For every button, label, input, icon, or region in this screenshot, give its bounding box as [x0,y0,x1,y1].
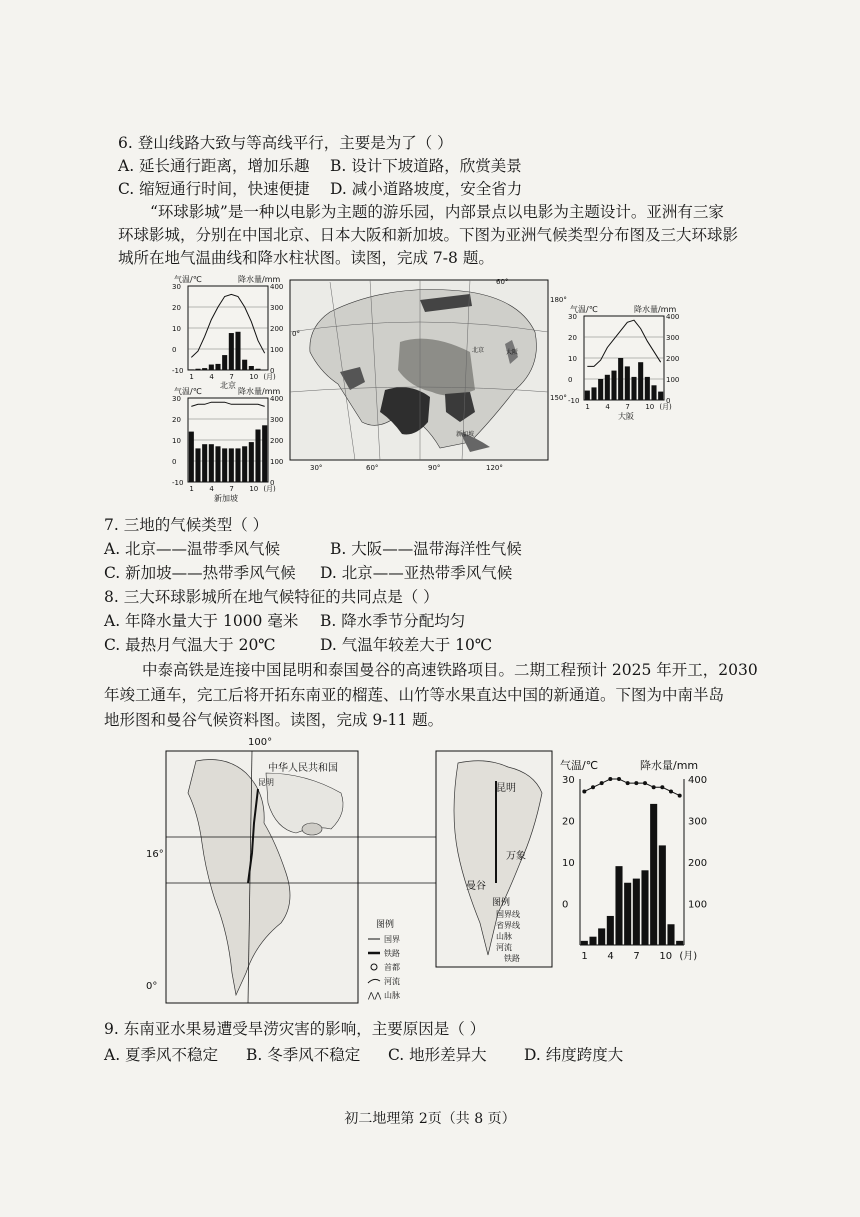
bangkok-precip-tick: 200 [688,858,708,869]
map2-bangkok: 曼谷 [466,881,486,892]
sg-precip-bar [189,432,194,482]
bangkok-precip-bar [676,941,683,945]
bangkok-temp-point [669,789,673,793]
beijing-climate-chart [172,274,283,390]
q7-option-c[interactable]: C. 新加坡——热带季风气候 [104,564,296,582]
beijing-precip-label: 降水量/mm [238,275,281,284]
sg-precip-bar [209,444,214,482]
intro1-line3: 城所在地气温曲线和降水柱状图。读图，完成 7-8 题。 [118,249,494,267]
bangkok-temp-tick: 20 [562,816,575,828]
bangkok-temp-point [582,789,586,793]
month-tick: (月) [659,403,672,411]
q6-option-c[interactable]: C. 缩短通行时间，快速便捷 [118,180,310,198]
os-precip-bar [631,377,636,400]
bangkok-temp-point [617,777,621,781]
map1-lat-0: 0° [146,981,158,992]
os-precip-bar [605,375,610,400]
bj-precip-bar [235,332,240,370]
q6-option-a[interactable]: A. 延长通行距离，增加乐趣 [118,157,310,175]
temp-tick: -10 [172,479,184,487]
month-tick: 7 [229,485,234,493]
map-lon-120: 120° [486,464,503,472]
bj-precip-bar [209,365,214,370]
temp-tick: 30 [568,313,577,321]
precip-tick: 100 [666,376,680,384]
intro2-line3: 地形图和曼谷气候资料图。读图，完成 9-11 题。 [104,711,444,729]
map-label-beijing: 北京 [472,347,485,354]
singapore-precip-label: 降水量/mm [238,387,281,396]
indochina-figure [136,733,716,1013]
map-lat-0: 0° [292,330,300,338]
os-precip-bar [585,391,590,400]
bangkok-temp-point [626,781,630,785]
bangkok-precip-bar [624,883,631,945]
q7-stem: 7. 三地的气候类型（ ） [104,516,269,534]
month-tick: 4 [605,403,610,411]
q8-option-b[interactable]: B. 降水季节分配均匀 [320,612,466,630]
bangkok-precip-tick: 400 [688,775,708,786]
sg-precip-bar [229,448,234,482]
temp-tick: -10 [568,397,580,405]
precip-tick: 300 [270,304,284,312]
precip-tick: 100 [270,458,284,466]
svg-text:图例: 图例 [492,898,511,908]
q9-option-b[interactable]: B. 冬季风不稳定 [246,1046,361,1064]
map-lat-180: 180° [550,296,567,304]
svg-text:省界线: 省界线 [496,921,520,930]
month-tick: 7 [229,373,234,381]
q7-option-b[interactable]: B. 大阪——温带海洋性气候 [330,540,522,558]
beijing-temp-label: 气温/℃ [174,275,202,284]
bangkok-temp-point [634,781,638,785]
singapore-temp-label: 气温/℃ [174,387,202,396]
indochina-terrain-map [146,737,400,1003]
svg-text:铁路: 铁路 [504,954,520,963]
bj-precip-bar [249,366,254,370]
sg-precip-bar [195,448,200,482]
asia-climate-figure [170,272,710,504]
os-precip-bar [638,362,643,400]
q7-option-d[interactable]: D. 北京——亚热带季风气候 [320,564,513,582]
bangkok-precip-bar [607,916,614,945]
month-tick: 10 [249,373,259,381]
os-precip-bar [625,366,630,400]
q9-option-c[interactable]: C. 地形差异大 [388,1046,487,1064]
bangkok-precip-bar [650,804,657,945]
temp-tick: -10 [172,367,184,375]
temp-tick: 20 [172,416,181,424]
intro1-line1: “环球影城”是一种以电影为主题的游乐园，内部景点以电影为主题设计。亚洲有三家 [150,203,724,221]
bj-precip-bar [229,333,234,370]
sg-precip-bar [222,448,227,482]
bangkok-precip-bar [581,941,588,945]
asia-climate-map [290,278,567,472]
map1-city-kunming: 昆明 [258,778,274,787]
temp-tick: 30 [172,395,181,403]
month-tick: 1 [585,403,590,411]
map-lat-60: 60° [496,278,509,286]
month-tick: 4 [209,373,214,381]
bj-precip-bar [202,368,207,370]
map1-lon-100: 100° [248,737,273,748]
q6-stem: 6. 登山线路大致与等高线平行，主要是为了（ ） [118,134,453,152]
bangkok-precip-tick: 300 [688,816,708,828]
map-lat-150: 150° [550,394,567,402]
bangkok-temp-tick: 10 [562,858,575,869]
map2-kunming: 昆明 [496,783,516,794]
q8-option-c[interactable]: C. 最热月气温大于 20℃ [104,636,276,654]
precip-tick: 400 [270,283,284,291]
bangkok-precip-bar [598,928,605,945]
bj-precip-bar [189,369,194,370]
month-tick: 7 [625,403,630,411]
precip-tick: 100 [270,346,284,354]
osaka-climate-chart [568,304,679,421]
map-lon-60: 60° [366,464,379,472]
bangkok-temp-point [591,785,595,789]
temp-tick: 20 [568,334,577,342]
temp-tick: 10 [568,355,577,363]
bangkok-temp-point [608,777,612,781]
map-label-osaka: 大阪 [506,349,519,356]
os-precip-bar [651,385,656,400]
precip-tick: 200 [270,325,284,333]
beijing-chart-name: 北京 [220,381,236,390]
bangkok-month-tick: 7 [633,951,640,962]
map-lon-30: 30° [310,464,323,472]
sg-precip-bar [202,444,207,482]
q9-option-d[interactable]: D. 纬度跨度大 [524,1046,624,1064]
precip-tick: 0 [270,367,275,375]
svg-text:国界线: 国界线 [496,910,520,919]
bj-precip-bar [215,364,220,370]
bangkok-precip-bar [633,879,640,945]
month-tick: (月) [263,485,276,493]
osaka-precip-label: 降水量/mm [634,305,677,314]
bangkok-temp-point [600,781,604,785]
map-lon-90: 90° [428,464,441,472]
temp-tick: 0 [172,458,177,466]
q9-option-a[interactable]: A. 夏季风不稳定 [104,1046,219,1064]
bangkok-month-tick: 10 [659,951,673,962]
precip-tick: 300 [666,334,680,342]
os-precip-bar [658,392,663,400]
q6-option-d[interactable]: D. 减小道路坡度，安全省力 [330,180,523,198]
osaka-temp-label: 气温/℃ [570,305,598,314]
temp-tick: 20 [172,304,181,312]
kunming-bangkok-map [436,751,552,967]
bangkok-precip-bar [667,924,674,945]
osaka-chart-name: 大阪 [618,412,634,421]
bangkok-temp-point [660,785,664,789]
bangkok-climate-chart [560,758,707,962]
svg-text:首都: 首都 [384,963,400,972]
page-footer: 初二地理第 2页（共 8 页） [344,1111,516,1127]
q6-option-b[interactable]: B. 设计下坡道路，欣赏美景 [330,157,522,175]
intro2-line1: 中泰高铁是连接中国昆明和泰国曼谷的高速铁路项目。二期工程预计 2025 年开工，2030 [142,661,758,679]
month-tick: 10 [645,403,655,411]
bj-precip-bar [242,360,247,370]
sg-precip-bar [242,446,247,482]
q8-option-a[interactable]: A. 年降水量大于 1000 毫米 [104,612,299,630]
precip-tick: 400 [270,395,284,403]
svg-text:河流: 河流 [384,977,400,986]
intro1-line2: 环球影城，分别在中国北京、日本大阪和新加坡。下图为亚洲气候类型分布图及三大环球影 [118,226,739,244]
svg-text:国界: 国界 [384,935,400,944]
os-precip-bar [618,358,623,400]
month-tick: 4 [209,485,214,493]
q8-option-d[interactable]: D. 气温年较差大于 10℃ [320,636,493,654]
bj-precip-bar [222,355,227,370]
temp-tick: 0 [568,376,573,384]
svg-text:铁路: 铁路 [384,949,400,958]
map1-country-label: 中华人民共和国 [268,763,338,774]
bangkok-month-tick: 1 [581,951,588,962]
precip-tick: 300 [270,416,284,424]
os-precip-bar [645,377,650,400]
bangkok-precip-bar [641,870,648,945]
precip-tick: 0 [270,479,275,487]
bangkok-temp-point [652,785,656,789]
sg-precip-bar [255,430,260,483]
map1-legend-title: 图例 [376,920,395,930]
bangkok-temp-point [678,794,682,798]
bangkok-month-tick: (月) [679,951,698,962]
map-label-singapore: 新加坡 [456,431,475,438]
bangkok-precip-bar [589,937,596,945]
month-tick: 10 [249,485,259,493]
sg-precip-bar [262,425,267,482]
svg-text:河流: 河流 [496,943,512,952]
month-tick: 1 [189,373,194,381]
svg-text:山脉: 山脉 [496,932,512,941]
bangkok-precip-bar [615,866,622,945]
singapore-chart-name: 新加坡 [214,494,238,503]
month-tick: 1 [189,485,194,493]
bangkok-precip-bar [659,845,666,945]
svg-text:⋀⋀: ⋀⋀ [368,991,382,1000]
temp-tick: 10 [172,325,181,333]
bangkok-temp-tick: 30 [562,775,575,786]
sg-precip-bar [215,446,220,482]
svg-text:山脉: 山脉 [384,991,400,1000]
temp-tick: 0 [172,346,177,354]
map2-vientiane: 万象 [506,851,526,862]
month-tick: (月) [263,373,276,381]
precip-tick: 0 [666,397,671,405]
temp-tick: 10 [172,437,181,445]
bangkok-temp-point [643,781,647,785]
map1-lat-16: 16° [146,849,164,860]
q9-stem: 9. 东南亚水果易遭受旱涝灾害的影响，主要原因是（ ） [104,1020,486,1038]
precip-tick: 200 [666,355,680,363]
sg-precip-bar [235,448,240,482]
os-precip-bar [611,371,616,400]
sg-precip-bar [249,442,254,482]
bangkok-precip-tick: 100 [688,899,708,911]
bj-precip-bar [255,369,260,370]
temp-tick: 30 [172,283,181,291]
q7-option-a[interactable]: A. 北京——温带季风气候 [104,540,281,558]
precip-tick: 400 [666,313,680,321]
bangkok-temp-tick: 0 [562,899,569,911]
map1-legend [367,918,400,1000]
intro2-line2: 年竣工通车，完工后将开拓东南亚的榴莲、山竹等水果直达中国的新通道。下图为中南半岛 [104,686,725,704]
bj-precip-bar [195,369,200,370]
bangkok-month-tick: 4 [607,951,614,962]
bangkok-temp-label: 气温/℃ [560,759,599,772]
bangkok-precip-label: 降水量/mm [640,759,699,772]
os-precip-bar [591,387,596,400]
os-precip-bar [598,379,603,400]
singapore-climate-chart [172,386,283,503]
precip-tick: 200 [270,437,284,445]
q8-stem: 8. 三大环球影城所在地气候特征的共同点是（ ） [104,588,439,606]
